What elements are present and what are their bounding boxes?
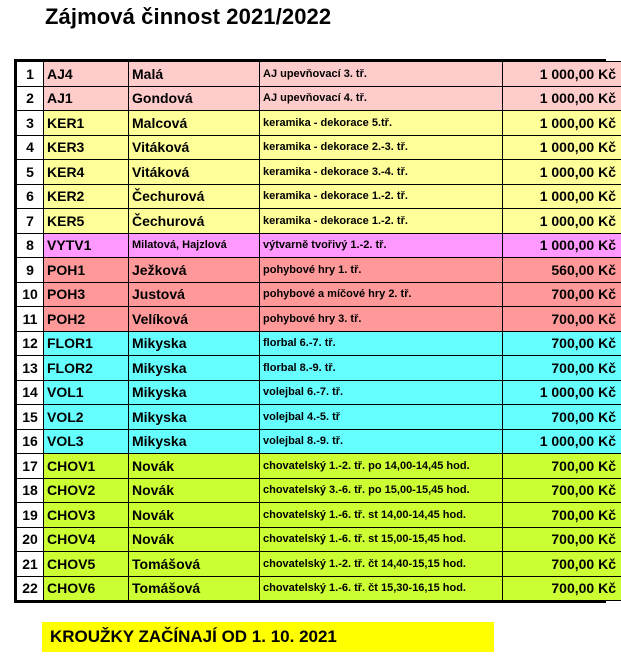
teacher-name: Tomášová bbox=[129, 576, 260, 601]
teacher-name: Čechurová bbox=[129, 209, 260, 234]
row-number: 2 bbox=[17, 86, 44, 111]
activity-price: 1 000,00 Kč bbox=[503, 111, 621, 136]
activity-code: KER4 bbox=[44, 160, 129, 185]
teacher-name: Velíková bbox=[129, 307, 260, 332]
activity-description: chovatelský 1.-6. tř. st 15,00-15,45 hod. bbox=[260, 527, 503, 552]
activity-price: 700,00 Kč bbox=[503, 356, 621, 381]
table-row bbox=[17, 503, 621, 528]
teacher-name: Malá bbox=[129, 62, 260, 87]
activity-price: 1 000,00 Kč bbox=[503, 380, 621, 405]
activities-table-body bbox=[17, 62, 621, 601]
activity-code: CHOV4 bbox=[44, 527, 129, 552]
activity-description: volejbal 4.-5. tř bbox=[260, 405, 503, 430]
row-number: 17 bbox=[17, 454, 44, 479]
table-row bbox=[17, 405, 621, 430]
activity-code: CHOV6 bbox=[44, 576, 129, 601]
activity-code: CHOV5 bbox=[44, 552, 129, 577]
activity-description: keramika - dekorace 2.-3. tř. bbox=[260, 135, 503, 160]
activity-price: 1 000,00 Kč bbox=[503, 135, 621, 160]
activity-code: CHOV3 bbox=[44, 503, 129, 528]
row-number: 14 bbox=[17, 380, 44, 405]
row-number: 19 bbox=[17, 503, 44, 528]
teacher-name: Novák bbox=[129, 503, 260, 528]
activity-price: 700,00 Kč bbox=[503, 307, 621, 332]
activity-description: výtvarně tvořivý 1.-2. tř. bbox=[260, 233, 503, 258]
activity-price: 1 000,00 Kč bbox=[503, 209, 621, 234]
activity-description: AJ upevňovací 3. tř. bbox=[260, 62, 503, 87]
activity-price: 1 000,00 Kč bbox=[503, 429, 621, 454]
table-row bbox=[17, 576, 621, 601]
activity-price: 560,00 Kč bbox=[503, 258, 621, 283]
teacher-name: Justová bbox=[129, 282, 260, 307]
activity-price: 700,00 Kč bbox=[503, 405, 621, 430]
activity-code: POH2 bbox=[44, 307, 129, 332]
row-number: 13 bbox=[17, 356, 44, 381]
table-row bbox=[17, 258, 621, 283]
activity-description: florbal 8.-9. tř. bbox=[260, 356, 503, 381]
activity-price: 1 000,00 Kč bbox=[503, 160, 621, 185]
teacher-name: Malcová bbox=[129, 111, 260, 136]
activity-description: chovatelský 1.-6. tř. st 14,00-14,45 hod. bbox=[260, 503, 503, 528]
row-number: 8 bbox=[17, 233, 44, 258]
activity-code: FLOR2 bbox=[44, 356, 129, 381]
activity-code: VYTV1 bbox=[44, 233, 129, 258]
row-number: 4 bbox=[17, 135, 44, 160]
teacher-name: Ježková bbox=[129, 258, 260, 283]
row-number: 18 bbox=[17, 478, 44, 503]
row-number: 6 bbox=[17, 184, 44, 209]
table-row bbox=[17, 454, 621, 479]
activity-price: 700,00 Kč bbox=[503, 527, 621, 552]
activity-price: 700,00 Kč bbox=[503, 503, 621, 528]
row-number: 21 bbox=[17, 552, 44, 577]
activity-code: VOL2 bbox=[44, 405, 129, 430]
activity-price: 700,00 Kč bbox=[503, 576, 621, 601]
table-row bbox=[17, 307, 621, 332]
activity-price: 700,00 Kč bbox=[503, 282, 621, 307]
activity-code: POH3 bbox=[44, 282, 129, 307]
table-row bbox=[17, 62, 621, 87]
table-row bbox=[17, 209, 621, 234]
row-number: 3 bbox=[17, 111, 44, 136]
teacher-name: Mikyska bbox=[129, 429, 260, 454]
table-row bbox=[17, 429, 621, 454]
teacher-name: Novák bbox=[129, 454, 260, 479]
activity-description: chovatelský 1.-2. tř. po 14,00-14,45 hod. bbox=[260, 454, 503, 479]
activity-description: keramika - dekorace 5.tř. bbox=[260, 111, 503, 136]
activity-price: 1 000,00 Kč bbox=[503, 86, 621, 111]
activity-description: volejbal 6.-7. tř. bbox=[260, 380, 503, 405]
row-number: 22 bbox=[17, 576, 44, 601]
activity-description: keramika - dekorace 3.-4. tř. bbox=[260, 160, 503, 185]
activity-price: 1 000,00 Kč bbox=[503, 233, 621, 258]
row-number: 20 bbox=[17, 527, 44, 552]
table-row bbox=[17, 111, 621, 136]
table-row bbox=[17, 331, 621, 356]
table-row bbox=[17, 552, 621, 577]
table-row bbox=[17, 356, 621, 381]
teacher-name: Vitáková bbox=[129, 135, 260, 160]
activity-price: 1 000,00 Kč bbox=[503, 62, 621, 87]
activity-description: chovatelský 1.-6. tř. čt 15,30-16,15 hod. bbox=[260, 576, 503, 601]
teacher-name: Tomášová bbox=[129, 552, 260, 577]
table-row bbox=[17, 282, 621, 307]
row-number: 12 bbox=[17, 331, 44, 356]
row-number: 9 bbox=[17, 258, 44, 283]
row-number: 7 bbox=[17, 209, 44, 234]
activities-table bbox=[14, 59, 616, 603]
activity-price: 700,00 Kč bbox=[503, 454, 621, 479]
activity-description: keramika - dekorace 1.-2. tř. bbox=[260, 209, 503, 234]
activity-description: chovatelský 3.-6. tř. po 15,00-15,45 hod. bbox=[260, 478, 503, 503]
activity-description: AJ upevňovací 4. tř. bbox=[260, 86, 503, 111]
activity-code: KER2 bbox=[44, 184, 129, 209]
activity-price: 700,00 Kč bbox=[503, 331, 621, 356]
teacher-name: Novák bbox=[129, 478, 260, 503]
teacher-name: Čechurová bbox=[129, 184, 260, 209]
row-number: 11 bbox=[17, 307, 44, 332]
row-number: 5 bbox=[17, 160, 44, 185]
activity-code: AJ4 bbox=[44, 62, 129, 87]
table-row bbox=[17, 233, 621, 258]
activity-description: keramika - dekorace 1.-2. tř. bbox=[260, 184, 503, 209]
activity-code: AJ1 bbox=[44, 86, 129, 111]
table-row bbox=[17, 527, 621, 552]
activity-description: pohybové a míčové hry 2. tř. bbox=[260, 282, 503, 307]
activity-price: 700,00 Kč bbox=[503, 552, 621, 577]
activity-code: CHOV1 bbox=[44, 454, 129, 479]
table-row bbox=[17, 184, 621, 209]
teacher-name: Gondová bbox=[129, 86, 260, 111]
table-row bbox=[17, 380, 621, 405]
activity-price: 700,00 Kč bbox=[503, 478, 621, 503]
teacher-name: Mikyska bbox=[129, 380, 260, 405]
page-title: Zájmová činnost 2021/2022 bbox=[45, 4, 332, 29]
activity-code: POH1 bbox=[44, 258, 129, 283]
table-row bbox=[17, 478, 621, 503]
activity-code: KER3 bbox=[44, 135, 129, 160]
teacher-name: Novák bbox=[129, 527, 260, 552]
activity-code: FLOR1 bbox=[44, 331, 129, 356]
activity-description: pohybové hry 3. tř. bbox=[260, 307, 503, 332]
activity-code: KER1 bbox=[44, 111, 129, 136]
activity-description: volejbal 8.-9. tř. bbox=[260, 429, 503, 454]
activity-description: pohybové hry 1. tř. bbox=[260, 258, 503, 283]
row-number: 16 bbox=[17, 429, 44, 454]
teacher-name: Mikyska bbox=[129, 356, 260, 381]
start-date-note: KROUŽKY ZAČÍNAJÍ OD 1. 10. 2021 bbox=[42, 622, 494, 652]
activity-code: KER5 bbox=[44, 209, 129, 234]
activity-code: VOL1 bbox=[44, 380, 129, 405]
table-row bbox=[17, 135, 621, 160]
activity-description: chovatelský 1.-2. tř. čt 14,40-15,15 hod. bbox=[260, 552, 503, 577]
activity-code: VOL3 bbox=[44, 429, 129, 454]
row-number: 10 bbox=[17, 282, 44, 307]
teacher-name: Mikyska bbox=[129, 331, 260, 356]
table-row bbox=[17, 86, 621, 111]
activity-price: 1 000,00 Kč bbox=[503, 184, 621, 209]
table-row bbox=[17, 160, 621, 185]
activity-description: florbal 6.-7. tř. bbox=[260, 331, 503, 356]
teacher-name: Milatová, Hajzlová bbox=[129, 233, 260, 258]
teacher-name: Mikyska bbox=[129, 405, 260, 430]
row-number: 15 bbox=[17, 405, 44, 430]
teacher-name: Vitáková bbox=[129, 160, 260, 185]
activity-code: CHOV2 bbox=[44, 478, 129, 503]
row-number: 1 bbox=[17, 62, 44, 87]
